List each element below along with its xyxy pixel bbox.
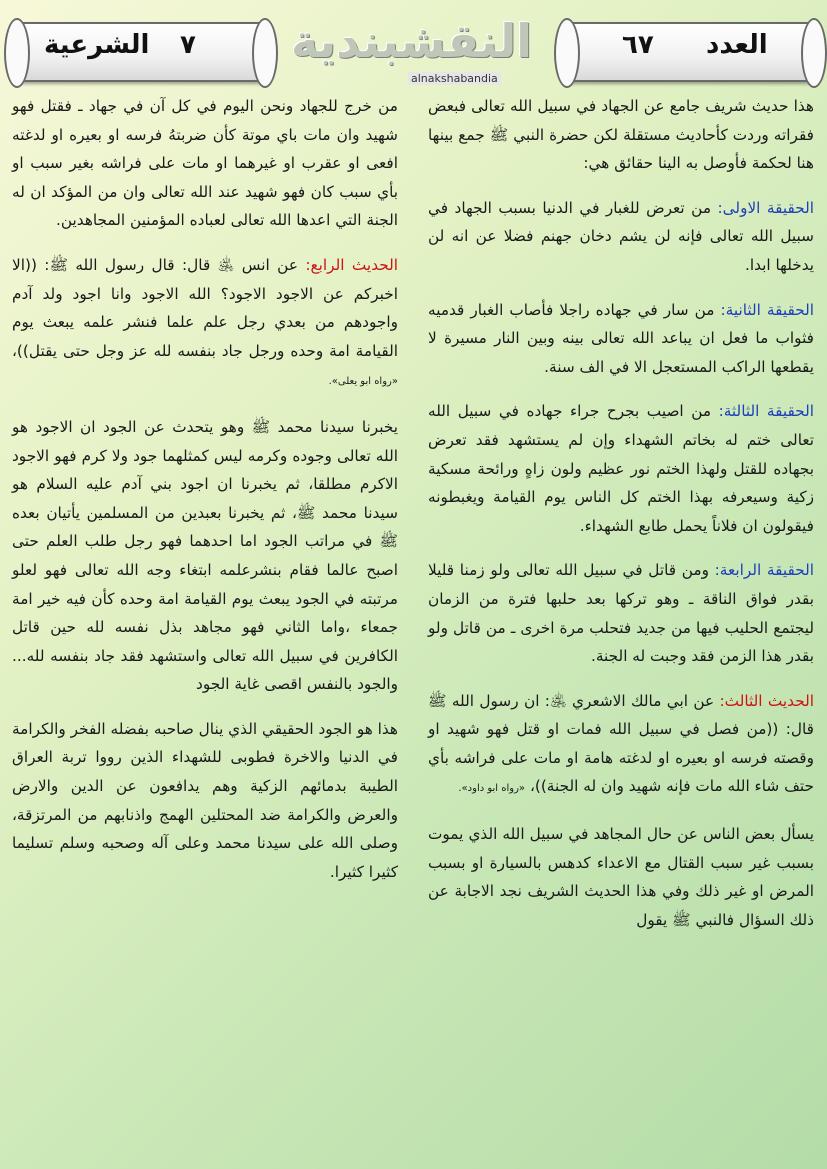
heading-label: الحقيقة الرابعة:: [714, 561, 814, 580]
paragraph: هذا هو الجود الحقيقي الذي ينال صاحبه بفضله الفخر والكرامة في الدنيا والاخرة فطوبى للشهداء الذين رووا تربة العراق الطيبة بدمائهم الزكية وهم يدافعون عن الدين والارض والعرض والكرامة ضد المحتلين الهمج واذنابهم من المرتزقة، وصلى الله على سيدنا محمد وعلى آله وصحبه وسلم تسليما كثيرا كثيرا.: [11, 719, 398, 881]
logo-url: alnakshabandia: [408, 72, 501, 85]
section-title: الشرعية: [44, 30, 150, 60]
scroll-curl-icon: [554, 18, 580, 88]
left-column: [12, 92, 398, 902]
heading-label: الحقيقة الاولى:: [717, 198, 814, 217]
page-header: [0, 0, 827, 92]
right-column: [428, 92, 814, 950]
logo-title: النقشبندية: [290, 14, 532, 68]
paragraph: يخبرنا سيدنا محمد ﷺ وهو يتحدث عن الجود ان الاجود هو الله تعالى وجوده وكرمه ليس كمثلهما جود ولا كرم فهو الاجود الاكرم مطلقا، ثم يخبرنا ان اجود بني آدم عليه السلام هو سيدنا محمد ﷺ، ثم يخبرنا بعبدين من المسلمين يأتيان بعده ﷺ في مراتب الجود اما احدهما فهو رجل طلب العلم حتى اصبح عالما فقام بنشرعلمه ابتغاء وجه الله تعالى فهو لعلو مرتبته في الجود يبعث يوم القيامة امة وحده كأن فيه خير امة جمعاء ،واما الثاني فهو مجاهد بذل نفسه لله حين قاتل الكافرين في سبيل الله تعالى واستشهد فقد جاد بنفسه لله... والجود بالنفس اقصى غاية الجود: [12, 417, 398, 694]
paragraph: هذا حديث شريف جامع عن الجهاد في سبيل الله تعالى فبعض فقراته وردت كأحاديث مستقلة لكن حضرة النبي ﷺ جمع بينها هنا لحكمة فأوصل به الينا حقائق هي:: [428, 97, 814, 173]
paragraph: الحديث الرابع: عن انس ﵁ قال: قال رسول الله ﷺ: ((الا اخبركم عن الاجود الاجود؟ الله الاجود وانا اجود ولد آدم واجودهم من بعدي رجل علم علما فنشر علمه يبعث يوم القيامة امة وحده ورجل جاد بنفسه لله عز وجل حتى يقتل))، «رواه ابو يعلى».: [12, 255, 399, 388]
scroll-curl-icon: [801, 18, 827, 88]
heading-label: الحقيقة الثانية:: [720, 300, 814, 319]
paragraph: الحديث الثالث: عن ابي مالك الاشعري ﵁: ان رسول الله ﷺ قال: ((من فصل في سبيل الله فمات او قتل فهو شهيد او وقصته فرسه او بعيره او لدغته هامة او مات على فراشه بأي حتف شاء الله مات فإنه شهيد وان له الجنة))، «رواه ابو داود».: [428, 691, 814, 796]
paragraph: يسأل بعض الناس عن حال المجاهد في سبيل الله الذي يموت بسبب غير سبب القتال مع الاعداء كدهس بالسيارة او بسبب المرض او غير ذلك وفي هذا الحديث الشريف نجد الاجابة عن ذلك السؤال فالنبي ﷺ يقول: [428, 825, 814, 929]
paragraph: الحقيقة الثالثة: من اصيب بجرح جراء جهاده في سبيل الله تعالى ختم له بخاتم الشهداء وإن لم يستشهد فقد تعرض بجهاده للقتل ولهذا الختم نور عظيم ولون زاهٍ ورائحة مسكية زكية وسيعرفه بهذا الختم كل الناس يوم القيامة ويغبطونه فيقولون ان فلاناً يحمل طابع الشهداء.: [428, 402, 815, 535]
issue-number: ٦٧: [622, 30, 654, 60]
hadith-label: الحديث الرابع:: [305, 255, 399, 274]
paragraph: من خرج للجهاد ونحن اليوم في كل آن في جهاد ـ فقتل فهو شهيد وان مات باي موتة كأن ضربتهُ فرسه او بعيره او لدغته افعى او عقرب او غيرهما او مات على فراشه بغير سبب او بأي سبب كان فهو شهيد عند الله تعالى وان من المؤكد ان له الجنة التي اعدها الله تعالى لعباده المؤمنين المجاهدين.: [12, 97, 398, 230]
page-number: ٧: [180, 30, 196, 60]
paragraph: الحقيقة الاولى: من تعرض للغبار في الدنيا بسبب الجهاد في سبيل الله تعالى فإنه لن يشم دخان جهنم فضلا عن انه لن يدخلها ابدا.: [428, 198, 814, 274]
citation: «رواه ابو يعلى».: [328, 376, 398, 388]
issue-label: العدد: [706, 30, 768, 60]
scroll-curl-icon: [4, 18, 30, 88]
magazine-logo: [290, 14, 532, 88]
hadith-label: الحديث الثالث:: [719, 691, 814, 710]
issue-banner: [560, 22, 821, 82]
scroll-curl-icon: [252, 18, 278, 88]
paragraph: الحقيقة الرابعة: ومن قاتل في سبيل الله تعالى ولو زمنا قليلا بقدر فواق الناقة ـ وهو تركها بعد حلبها فترة من الزمان ليجتمع الحليب فيها من جديد فتحلب مرة اخرى ـ من قاتل ولو بقدر هذا الزمن فقد وجبت له الجنة.: [428, 561, 814, 666]
heading-label: الحقيقة الثالثة:: [718, 402, 815, 421]
citation: «رواه ابو داود».: [458, 783, 526, 795]
paragraph: الحقيقة الثانية: من سار في جهاده راجلا فأصاب الغبار قدميه فثواب ما فعل ان يباعد الله تعالى بينه وبين النار مسيرة لا يقطعها الراكب المستعجل الا في الف سنة.: [428, 300, 814, 376]
